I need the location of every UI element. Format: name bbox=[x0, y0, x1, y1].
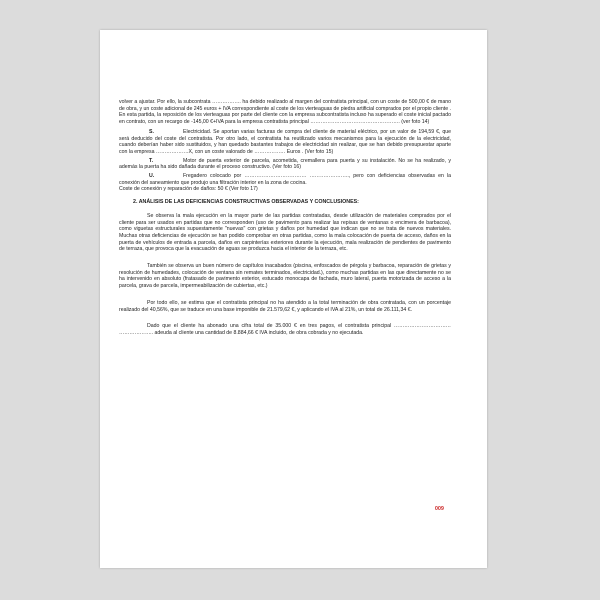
item-t-text: Motor de puerta exterior de parcela, acometida, cremallera para puerta y su instalación. No se ha realizado, y además la puerta ha sido dañada durante el proceso constructivo. (Ver foto 16) bbox=[119, 157, 451, 171]
item-s bbox=[119, 129, 451, 156]
item-s-letter: S. bbox=[149, 128, 154, 135]
document-page bbox=[100, 30, 487, 568]
item-s-text: Electricidad. Se aportan varias facturas de compra del cliente de material eléctrico, por un valor de 194,59 €, que será deducido del coste del contratista. Por otro lado, el contratista ha reutilizado varios mecanismos para la ejecución de la electricidad, cuando deberían haber sido sustituidos, y han quedado bastantes trabajos de electricidad sin realizar, que se han debido presupuestar aparte con la empresa ……………….X, con un coste valorado de ……………… Euros . (Ver foto 15) bbox=[119, 128, 451, 155]
page-number: 009 bbox=[434, 506, 444, 512]
paragraph-1: Se observa la mala ejecución en la mayor parte de las partidas contratadas, desde utilización de materiales comprados por el cliente para ser usados en partidas que no corresponden (uso de pavimento para realizar las repisas de ventanas o encimera de barbacoa), como viguetas estructurales supuestamente "nuevas" con grietas y daños por humedad que indican que no se trata de nuevos materiales. Muchas otras deficiencias de ejecución se han podido comprobar en otras partidas, como la mala colocación de puerta de acceso, daños en la puerta de vehículos de entrada a parcela, daños en carpinterías exteriores durante la ejecución, mala realización de pendientes de pavimento de terraza, que provoca que la evacuación de aguas se produzca hacia el interior de la terraza, etc. bbox=[119, 212, 451, 253]
item-u bbox=[119, 173, 451, 193]
paragraph-3: Por todo ello, se estima que el contratista principal no ha atendido a la total terminación de obra contratada, con un porcentaje realizado del 40,56%, que se traduce en una base imponible de 21.579,62 €, y aplicando el IVA al 21%, un total de 26.111,34 €. bbox=[119, 299, 451, 313]
item-u-letter: U. bbox=[149, 173, 155, 180]
paragraph-final: Dado que el cliente ha abonado una cifra total de 35.000 € en tres pagos, el contratista principal …………………………… ……………….. adeuda al cliente una cantidad de 8.884,66 € IVA incluido, de obra cobrada y no ejecutada. bbox=[119, 323, 451, 336]
intro-paragraph: volver a ajustar. Por ello, la subcontrata …………….. ha debido realizado al margen del contratista principal, con un coste de 500,00 € de mano de obra, y un coste adicional de 245 euros + IVA correspondiente al coste de los vierteaguas de piedra artificial comprados por el propio cliente . En esta partida, la reposición de los vierteaguas por parte del cliente con la empresa subcontratista incluso ha superado el coste inicial pactado en contrato, con un recargo de -145,00 €+IVA para la empresa contratista principal ……………………………………………. (ver foto 14) bbox=[119, 99, 451, 126]
item-u-text: Fregadero colocado por ……………………………… ………………….., pero con deficiencias observadas en la conexión del saneamiento que produjo una filtración interior en la zona de cocina. bbox=[119, 173, 451, 186]
item-t bbox=[119, 158, 451, 171]
item-u-note: Coste de conexión y reparación de daños: 50 € (Ver foto 17) bbox=[119, 186, 258, 193]
section-heading: 2. ANÁLISIS DE LAS DEFICIENCIAS CONSTRUCTIVAS OBSERVADAS Y CONCLUSIONES: bbox=[133, 199, 359, 206]
paragraph-2: También se observa un buen número de capítulos inacabados (piscina, enfoscados de pérgola y barbacoa, reparación de grietas y resolución de humedades, colocación de ventana sin remates terminados, electricidad.), como muchas partidas en las que directamente no se ha intervenido en absoluto (fratasado de pavimento exterior, estucado monocapa de fachada, muro lateral, puerta motorizada de acceso a la parcela, grava de parcela, impermeabilización de cubiertas, etc.) bbox=[119, 263, 451, 290]
item-t-letter: T. bbox=[149, 157, 154, 164]
page-content bbox=[119, 99, 451, 337]
